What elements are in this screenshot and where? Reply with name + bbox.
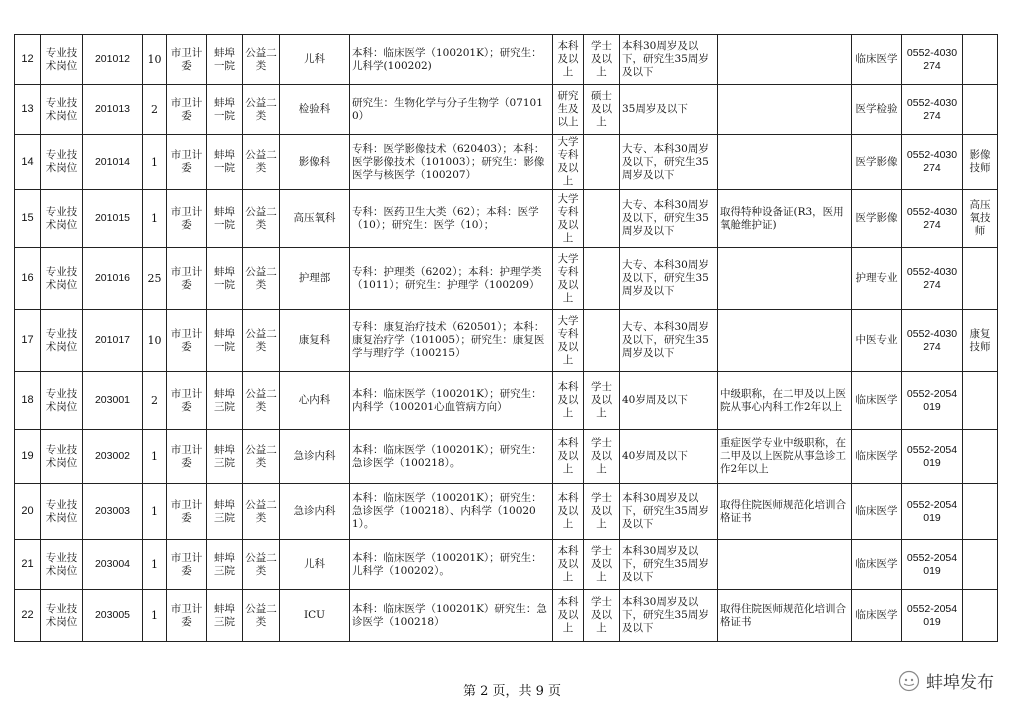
cell-other: 取得特种设备证(R3，医用氧舱维护证)	[718, 190, 852, 248]
cell-edu: 大学专科及以上	[553, 248, 584, 310]
cell-major: 本科：临床医学（100201K）；研究生：急诊医学（100218）。	[350, 430, 553, 484]
table-row	[15, 372, 998, 430]
cell-phone: 0552-4030274	[902, 135, 963, 190]
cell-major: 本科：临床医学（100201K）；研究生：急诊医学（100218）、内科学（100201）。	[350, 484, 553, 540]
cell-seq: 15	[15, 190, 41, 248]
cell-phone: 0552-2054019	[902, 430, 963, 484]
cell-remark	[963, 540, 998, 590]
cell-major: 研究生：生物化学与分子生物学（071010）	[350, 85, 553, 135]
cell-edu: 本科及以上	[553, 372, 584, 430]
cell-type: 专业技术岗位	[41, 190, 83, 248]
table-body	[15, 35, 998, 642]
cell-age: 本科30周岁及以下，研究生35周岁及以下	[620, 590, 718, 642]
cell-unit: 蚌埠一院	[207, 248, 243, 310]
cell-age: 40岁周及以下	[620, 372, 718, 430]
cell-other	[718, 35, 852, 85]
cell-degree: 学士及以上	[584, 35, 620, 85]
cell-type: 专业技术岗位	[41, 135, 83, 190]
cell-count: 1	[143, 540, 167, 590]
cell-degree	[584, 135, 620, 190]
cell-degree: 学士及以上	[584, 372, 620, 430]
cell-seq: 17	[15, 310, 41, 372]
cell-exam: 临床医学	[852, 540, 902, 590]
cell-phone: 0552-4030274	[902, 190, 963, 248]
cell-remark	[963, 35, 998, 85]
cell-exam: 中医专业	[852, 310, 902, 372]
cell-nature: 公益二类	[243, 484, 280, 540]
cell-nature: 公益二类	[243, 35, 280, 85]
cell-count: 1	[143, 430, 167, 484]
cell-phone: 0552-4030274	[902, 248, 963, 310]
cell-type: 专业技术岗位	[41, 540, 83, 590]
cell-type: 专业技术岗位	[41, 372, 83, 430]
cell-dept: 市卫计委	[167, 590, 207, 642]
cell-age: 本科30周岁及以下，研究生35周岁及以下	[620, 35, 718, 85]
cell-unit: 蚌埠三院	[207, 430, 243, 484]
cell-type: 专业技术岗位	[41, 310, 83, 372]
table-row	[15, 248, 998, 310]
cell-degree: 学士及以上	[584, 540, 620, 590]
cell-count: 1	[143, 190, 167, 248]
cell-code: 203005	[83, 590, 143, 642]
cell-dept: 市卫计委	[167, 248, 207, 310]
cell-nature: 公益二类	[243, 430, 280, 484]
cell-edu: 本科及以上	[553, 484, 584, 540]
cell-count: 2	[143, 85, 167, 135]
cell-type: 专业技术岗位	[41, 590, 83, 642]
cell-unit: 蚌埠三院	[207, 590, 243, 642]
cell-other: 取得住院医师规范化培训合格证书	[718, 484, 852, 540]
cell-nature: 公益二类	[243, 540, 280, 590]
cell-dept: 市卫计委	[167, 372, 207, 430]
recruitment-table-wrapper	[14, 34, 997, 642]
cell-dept: 市卫计委	[167, 190, 207, 248]
cell-count: 10	[143, 310, 167, 372]
table-row	[15, 590, 998, 642]
cell-other	[718, 135, 852, 190]
recruitment-table	[14, 34, 998, 642]
brand-badge	[898, 668, 994, 693]
cell-other: 取得住院医师规范化培训合格证书	[718, 590, 852, 642]
cell-seq: 14	[15, 135, 41, 190]
cell-post: 急诊内科	[280, 484, 350, 540]
cell-count: 10	[143, 35, 167, 85]
cell-seq: 19	[15, 430, 41, 484]
cell-other	[718, 85, 852, 135]
cell-remark	[963, 85, 998, 135]
cell-dept: 市卫计委	[167, 430, 207, 484]
cell-nature: 公益二类	[243, 372, 280, 430]
cell-phone: 0552-2054019	[902, 484, 963, 540]
cell-unit: 蚌埠一院	[207, 190, 243, 248]
cell-dept: 市卫计委	[167, 484, 207, 540]
cell-edu: 大学专科及以上	[553, 135, 584, 190]
cell-remark	[963, 590, 998, 642]
cell-remark	[963, 430, 998, 484]
cell-edu: 大学专科及以上	[553, 310, 584, 372]
cell-age: 35周岁及以下	[620, 85, 718, 135]
cell-dept: 市卫计委	[167, 310, 207, 372]
cell-nature: 公益二类	[243, 135, 280, 190]
cell-dept: 市卫计委	[167, 540, 207, 590]
cell-phone: 0552-2054019	[902, 540, 963, 590]
table-row	[15, 430, 998, 484]
cell-exam: 医学影像	[852, 135, 902, 190]
cell-age: 40岁周及以下	[620, 430, 718, 484]
cell-exam: 医学影像	[852, 190, 902, 248]
cell-exam: 临床医学	[852, 590, 902, 642]
cell-other	[718, 310, 852, 372]
cell-edu: 研究生及以上	[553, 85, 584, 135]
cell-unit: 蚌埠一院	[207, 310, 243, 372]
cell-degree: 学士及以上	[584, 430, 620, 484]
cell-post: ICU	[280, 590, 350, 642]
cell-seq: 18	[15, 372, 41, 430]
cell-degree: 学士及以上	[584, 484, 620, 540]
cell-phone: 0552-4030274	[902, 310, 963, 372]
cell-edu: 本科及以上	[553, 35, 584, 85]
cell-post: 高压氧科	[280, 190, 350, 248]
cell-code: 201012	[83, 35, 143, 85]
cell-type: 专业技术岗位	[41, 484, 83, 540]
cell-unit: 蚌埠一院	[207, 135, 243, 190]
cell-seq: 22	[15, 590, 41, 642]
cell-unit: 蚌埠三院	[207, 540, 243, 590]
cell-exam: 护理专业	[852, 248, 902, 310]
wechat-logo-icon	[898, 670, 920, 692]
cell-remark	[963, 248, 998, 310]
cell-remark: 影像技师	[963, 135, 998, 190]
cell-remark	[963, 484, 998, 540]
cell-nature: 公益二类	[243, 590, 280, 642]
cell-post: 检验科	[280, 85, 350, 135]
cell-age: 大专、本科30周岁及以下，研究生35周岁及以下	[620, 190, 718, 248]
cell-major: 专科：护理类（6202）；本科：护理学类（1011）；研究生：护理学（100209）	[350, 248, 553, 310]
cell-degree	[584, 310, 620, 372]
cell-edu: 大学专科及以上	[553, 190, 584, 248]
cell-age: 大专、本科30周岁及以下，研究生35周岁及以下	[620, 135, 718, 190]
cell-code: 201013	[83, 85, 143, 135]
cell-phone: 0552-2054019	[902, 372, 963, 430]
cell-post: 儿科	[280, 35, 350, 85]
cell-exam: 临床医学	[852, 35, 902, 85]
cell-major: 本科：临床医学（100201K）研究生：急诊医学（100218）	[350, 590, 553, 642]
cell-major: 本科：临床医学（100201K）；研究生：儿科学（100202）。	[350, 540, 553, 590]
cell-unit: 蚌埠三院	[207, 484, 243, 540]
cell-post: 影像科	[280, 135, 350, 190]
cell-post: 儿科	[280, 540, 350, 590]
cell-other	[718, 248, 852, 310]
cell-age: 本科30周岁及以下，研究生35周岁及以下	[620, 484, 718, 540]
cell-type: 专业技术岗位	[41, 35, 83, 85]
cell-unit: 蚌埠三院	[207, 372, 243, 430]
cell-seq: 16	[15, 248, 41, 310]
cell-age: 本科30周岁及以下，研究生35周岁及以下	[620, 540, 718, 590]
cell-major: 本科：临床医学（100201K）；研究生：儿科学(100202)	[350, 35, 553, 85]
table-row	[15, 35, 998, 85]
table-row	[15, 540, 998, 590]
cell-edu: 本科及以上	[553, 590, 584, 642]
cell-degree	[584, 190, 620, 248]
cell-phone: 0552-4030274	[902, 35, 963, 85]
cell-count: 25	[143, 248, 167, 310]
cell-other	[718, 540, 852, 590]
cell-code: 203001	[83, 372, 143, 430]
cell-phone: 0552-2054019	[902, 590, 963, 642]
cell-exam: 临床医学	[852, 484, 902, 540]
table-row	[15, 135, 998, 190]
cell-count: 2	[143, 372, 167, 430]
cell-post: 康复科	[280, 310, 350, 372]
cell-code: 201014	[83, 135, 143, 190]
cell-code: 201016	[83, 248, 143, 310]
cell-major: 专科：医药卫生大类（62）；本科：医学（10）；研究生：医学（10）；	[350, 190, 553, 248]
table-row	[15, 310, 998, 372]
cell-unit: 蚌埠一院	[207, 85, 243, 135]
cell-post: 心内科	[280, 372, 350, 430]
cell-age: 大专、本科30周岁及以下，研究生35周岁及以下	[620, 310, 718, 372]
cell-major: 专科：医学影像技术（620403）；本科：医学影像技术（101003）；研究生：影像医学与核医学（100207）	[350, 135, 553, 190]
cell-unit: 蚌埠一院	[207, 35, 243, 85]
cell-seq: 13	[15, 85, 41, 135]
cell-degree: 学士及以上	[584, 590, 620, 642]
cell-exam: 临床医学	[852, 430, 902, 484]
table-row	[15, 190, 998, 248]
cell-exam: 临床医学	[852, 372, 902, 430]
cell-major: 专科：康复治疗技术（620501）；本科：康复治疗学（101005）；研究生：康复医学与理疗学（100215）	[350, 310, 553, 372]
cell-count: 1	[143, 590, 167, 642]
cell-edu: 本科及以上	[553, 430, 584, 484]
cell-post: 急诊内科	[280, 430, 350, 484]
cell-remark: 康复技师	[963, 310, 998, 372]
cell-seq: 20	[15, 484, 41, 540]
cell-edu: 本科及以上	[553, 540, 584, 590]
cell-count: 1	[143, 484, 167, 540]
cell-seq: 21	[15, 540, 41, 590]
cell-code: 201017	[83, 310, 143, 372]
cell-code: 201015	[83, 190, 143, 248]
cell-nature: 公益二类	[243, 248, 280, 310]
cell-remark	[963, 372, 998, 430]
cell-nature: 公益二类	[243, 190, 280, 248]
cell-major: 本科：临床医学（100201K）；研究生：内科学（100201心血管病方向）	[350, 372, 553, 430]
cell-degree: 硕士及以上	[584, 85, 620, 135]
cell-other: 重症医学专业中级职称，在二甲及以上医院从事急诊工作2年以上	[718, 430, 852, 484]
cell-degree	[584, 248, 620, 310]
cell-post: 护理部	[280, 248, 350, 310]
cell-type: 专业技术岗位	[41, 85, 83, 135]
cell-phone: 0552-4030274	[902, 85, 963, 135]
page-number: 第 2 页，共 9 页	[462, 684, 562, 699]
cell-code: 203003	[83, 484, 143, 540]
cell-dept: 市卫计委	[167, 85, 207, 135]
cell-code: 203004	[83, 540, 143, 590]
cell-dept: 市卫计委	[167, 135, 207, 190]
cell-dept: 市卫计委	[167, 35, 207, 85]
cell-other: 中级职称，在二甲及以上医院从事心内科工作2年以上	[718, 372, 852, 430]
cell-type: 专业技术岗位	[41, 248, 83, 310]
brand-name: 蚌埠发布	[926, 673, 994, 693]
cell-code: 203002	[83, 430, 143, 484]
table-row	[15, 484, 998, 540]
cell-count: 1	[143, 135, 167, 190]
cell-remark: 高压氧技师	[963, 190, 998, 248]
cell-nature: 公益二类	[243, 310, 280, 372]
cell-type: 专业技术岗位	[41, 430, 83, 484]
cell-age: 大专、本科30周岁及以下，研究生35周岁及以下	[620, 248, 718, 310]
cell-seq: 12	[15, 35, 41, 85]
cell-nature: 公益二类	[243, 85, 280, 135]
table-row	[15, 85, 998, 135]
cell-exam: 医学检验	[852, 85, 902, 135]
